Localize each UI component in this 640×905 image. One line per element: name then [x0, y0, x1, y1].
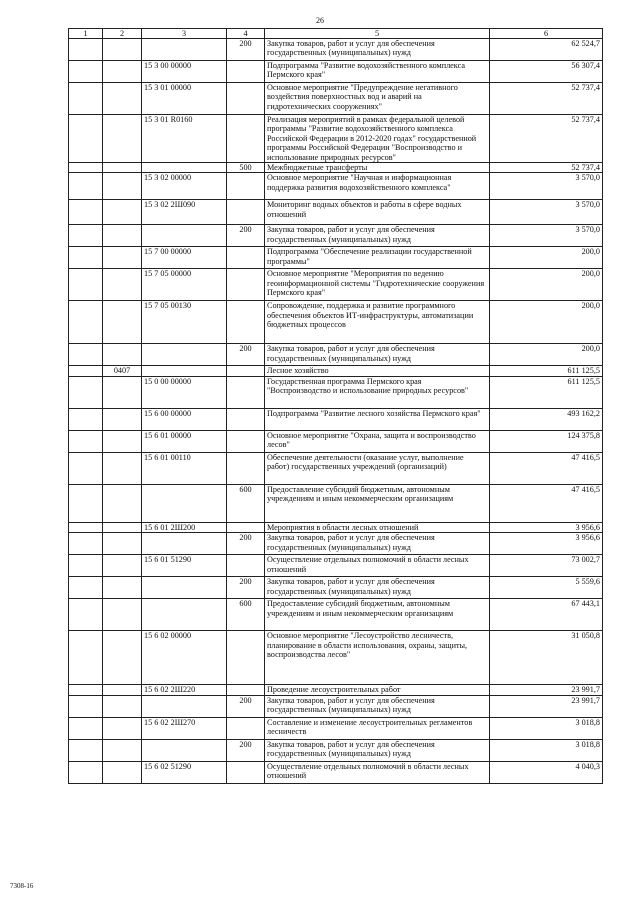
- amount-cell: 31 050,8: [490, 631, 603, 685]
- name-cell: Закупка товаров, работ и услуг для обеспечения государственных (муниципальных) нужд: [265, 695, 490, 717]
- prz-cell: [103, 452, 142, 484]
- table-row: [69, 247, 603, 269]
- vr-cell: [227, 61, 265, 83]
- header-col-2: 2: [103, 29, 142, 39]
- table-row: [69, 555, 603, 577]
- table-row: [69, 61, 603, 83]
- name-cell: Подпрограмма "Развитие водохозяйственного комплекса Пермского края": [265, 61, 490, 83]
- vr-cell: [227, 200, 265, 225]
- table-row: [69, 631, 603, 685]
- amount-cell: 5 559,6: [490, 577, 603, 599]
- vr-cell: [227, 761, 265, 783]
- vr-cell: [227, 452, 265, 484]
- amount-cell: 47 416,5: [490, 452, 603, 484]
- rz-cell: [69, 577, 103, 599]
- name-cell: Закупка товаров, работ и услуг для обеспечения государственных (муниципальных) нужд: [265, 344, 490, 366]
- rz-cell: [69, 452, 103, 484]
- rz-cell: [69, 200, 103, 225]
- name-cell: Основное мероприятие "Лесоустройство лесничеств, планирование в области использования, охраны, защиты, воспроизводства лесов": [265, 631, 490, 685]
- vr-cell: [227, 269, 265, 301]
- name-cell: Основное мероприятие "Охрана, защита и воспроизводство лесов": [265, 430, 490, 452]
- form-code: 7308-16: [10, 882, 34, 890]
- name-cell: Межбюджетные трансферты: [265, 163, 490, 173]
- prz-cell: 0407: [103, 366, 142, 376]
- vr-cell: 200: [227, 225, 265, 247]
- prz-cell: [103, 376, 142, 408]
- amount-cell: 611 125,5: [490, 376, 603, 408]
- amount-cell: 56 307,4: [490, 61, 603, 83]
- amount-cell: 62 524,7: [490, 39, 603, 61]
- name-cell: Осуществление отдельных полномочий в области лесных отношений: [265, 761, 490, 783]
- rz-cell: [69, 376, 103, 408]
- table-row: [69, 599, 603, 631]
- table-row: [69, 200, 603, 225]
- csr-cell: [142, 695, 227, 717]
- table-row: [69, 225, 603, 247]
- name-cell: Закупка товаров, работ и услуг для обеспечения государственных (муниципальных) нужд: [265, 533, 490, 555]
- rz-cell: [69, 685, 103, 695]
- amount-cell: 52 737,4: [490, 163, 603, 173]
- prz-cell: [103, 739, 142, 761]
- vr-cell: [227, 685, 265, 695]
- name-cell: Мониторинг водных объектов и работы в сфере водных отношений: [265, 200, 490, 225]
- csr-cell: 15 3 00 00000: [142, 61, 227, 83]
- table-row: [69, 173, 603, 200]
- vr-cell: 200: [227, 39, 265, 61]
- table-header-row: [69, 29, 603, 39]
- amount-cell: 3 956,6: [490, 522, 603, 532]
- amount-cell: 73 002,7: [490, 555, 603, 577]
- header-col-4: 4: [227, 29, 265, 39]
- name-cell: Закупка товаров, работ и услуг для обеспечения государственных (муниципальных) нужд: [265, 39, 490, 61]
- table-row: [69, 577, 603, 599]
- csr-cell: [142, 39, 227, 61]
- prz-cell: [103, 115, 142, 163]
- name-cell: Государственная программа Пермского края "Воспроизводство и использование природных ресурсов": [265, 376, 490, 408]
- rz-cell: [69, 344, 103, 366]
- table-row: [69, 761, 603, 783]
- csr-cell: 15 6 01 2Ш200: [142, 522, 227, 532]
- csr-cell: 15 7 00 00000: [142, 247, 227, 269]
- name-cell: Сопровождение, поддержка и развитие программного обеспечения объектов ИТ-инфраструктуры, автоматизации бюджетных процессов: [265, 301, 490, 344]
- page-number: 26: [316, 16, 324, 25]
- name-cell: Составление и изменение лесоустроительных регламентов лесничеств: [265, 717, 490, 739]
- vr-cell: 200: [227, 533, 265, 555]
- prz-cell: [103, 761, 142, 783]
- table-row: [69, 685, 603, 695]
- csr-cell: 15 7 05 00000: [142, 269, 227, 301]
- rz-cell: [69, 173, 103, 200]
- rz-cell: [69, 717, 103, 739]
- prz-cell: [103, 685, 142, 695]
- vr-cell: [227, 115, 265, 163]
- rz-cell: [69, 61, 103, 83]
- rz-cell: [69, 695, 103, 717]
- amount-cell: 124 375,8: [490, 430, 603, 452]
- vr-cell: [227, 173, 265, 200]
- vr-cell: [227, 301, 265, 344]
- table-row: [69, 163, 603, 173]
- amount-cell: 200,0: [490, 247, 603, 269]
- name-cell: Закупка товаров, работ и услуг для обеспечения государственных (муниципальных) нужд: [265, 225, 490, 247]
- amount-cell: 3 570,0: [490, 173, 603, 200]
- prz-cell: [103, 695, 142, 717]
- csr-cell: [142, 533, 227, 555]
- name-cell: Предоставление субсидий бюджетным, автономным учреждениям и иным некоммерческим организациям: [265, 484, 490, 522]
- vr-cell: [227, 430, 265, 452]
- vr-cell: [227, 717, 265, 739]
- table-row: [69, 344, 603, 366]
- name-cell: Лесное хозяйство: [265, 366, 490, 376]
- rz-cell: [69, 484, 103, 522]
- vr-cell: [227, 376, 265, 408]
- name-cell: Основное мероприятие "Научная и информационная поддержка развития водохозяйственного комплекса": [265, 173, 490, 200]
- prz-cell: [103, 173, 142, 200]
- prz-cell: [103, 269, 142, 301]
- vr-cell: 500: [227, 163, 265, 173]
- csr-cell: 15 6 02 51290: [142, 761, 227, 783]
- name-cell: Основное мероприятие "Предупреждение негативного воздействия поверхностных вод и аварий на гидротехнических сооружениях": [265, 83, 490, 115]
- csr-cell: [142, 599, 227, 631]
- vr-cell: [227, 631, 265, 685]
- table-row: [69, 39, 603, 61]
- amount-cell: 3 018,8: [490, 739, 603, 761]
- prz-cell: [103, 484, 142, 522]
- budget-table: [68, 28, 603, 784]
- vr-cell: 200: [227, 344, 265, 366]
- rz-cell: [69, 247, 103, 269]
- rz-cell: [69, 761, 103, 783]
- amount-cell: 23 991,7: [490, 685, 603, 695]
- csr-cell: 15 3 02 00000: [142, 173, 227, 200]
- amount-cell: 23 991,7: [490, 695, 603, 717]
- amount-cell: 200,0: [490, 269, 603, 301]
- amount-cell: 52 737,4: [490, 83, 603, 115]
- csr-cell: 15 6 01 51290: [142, 555, 227, 577]
- amount-cell: 3 570,0: [490, 200, 603, 225]
- rz-cell: [69, 631, 103, 685]
- amount-cell: 52 737,4: [490, 115, 603, 163]
- rz-cell: [69, 599, 103, 631]
- vr-cell: [227, 408, 265, 430]
- prz-cell: [103, 631, 142, 685]
- rz-cell: [69, 555, 103, 577]
- name-cell: Закупка товаров, работ и услуг для обеспечения государственных (муниципальных) нужд: [265, 739, 490, 761]
- table-row: [69, 484, 603, 522]
- csr-cell: [142, 225, 227, 247]
- table-row: [69, 301, 603, 344]
- csr-cell: 15 3 01 R0160: [142, 115, 227, 163]
- csr-cell: 15 6 01 00110: [142, 452, 227, 484]
- rz-cell: [69, 269, 103, 301]
- table-row: [69, 533, 603, 555]
- prz-cell: [103, 200, 142, 225]
- name-cell: Подпрограмма "Обеспечение реализации государственной программы": [265, 247, 490, 269]
- csr-cell: 15 7 05 00130: [142, 301, 227, 344]
- prz-cell: [103, 577, 142, 599]
- header-col-5: 5: [265, 29, 490, 39]
- prz-cell: [103, 247, 142, 269]
- table-row: [69, 695, 603, 717]
- prz-cell: [103, 163, 142, 173]
- name-cell: Осуществление отдельных полномочий в области лесных отношений: [265, 555, 490, 577]
- table-row: [69, 522, 603, 532]
- table-row: [69, 408, 603, 430]
- amount-cell: 3 570,0: [490, 225, 603, 247]
- csr-cell: 15 6 00 00000: [142, 408, 227, 430]
- prz-cell: [103, 555, 142, 577]
- vr-cell: 200: [227, 739, 265, 761]
- header-col-6: 6: [490, 29, 603, 39]
- name-cell: Закупка товаров, работ и услуг для обеспечения государственных (муниципальных) нужд: [265, 577, 490, 599]
- table-row: [69, 717, 603, 739]
- prz-cell: [103, 39, 142, 61]
- csr-cell: [142, 484, 227, 522]
- csr-cell: [142, 366, 227, 376]
- amount-cell: 3 018,8: [490, 717, 603, 739]
- table-row: [69, 739, 603, 761]
- name-cell: Мероприятия в области лесных отношений: [265, 522, 490, 532]
- csr-cell: 15 6 02 2Ш270: [142, 717, 227, 739]
- table-row: [69, 366, 603, 376]
- vr-cell: [227, 247, 265, 269]
- vr-cell: [227, 366, 265, 376]
- rz-cell: [69, 83, 103, 115]
- amount-cell: 4 040,3: [490, 761, 603, 783]
- csr-cell: 15 3 01 00000: [142, 83, 227, 115]
- csr-cell: 15 6 01 00000: [142, 430, 227, 452]
- prz-cell: [103, 717, 142, 739]
- rz-cell: [69, 739, 103, 761]
- table-row: [69, 452, 603, 484]
- table-row: [69, 376, 603, 408]
- rz-cell: [69, 301, 103, 344]
- prz-cell: [103, 408, 142, 430]
- name-cell: Подпрограмма "Развитие лесного хозяйства Пермского края": [265, 408, 490, 430]
- vr-cell: 600: [227, 484, 265, 522]
- csr-cell: 15 6 02 2Ш220: [142, 685, 227, 695]
- amount-cell: 493 162,2: [490, 408, 603, 430]
- table-row: [69, 83, 603, 115]
- csr-cell: [142, 577, 227, 599]
- prz-cell: [103, 61, 142, 83]
- vr-cell: 200: [227, 695, 265, 717]
- header-col-3: 3: [142, 29, 227, 39]
- csr-cell: [142, 344, 227, 366]
- rz-cell: [69, 430, 103, 452]
- csr-cell: [142, 163, 227, 173]
- name-cell: Предоставление субсидий бюджетным, автономным учреждениям и иным некоммерческим организациям: [265, 599, 490, 631]
- prz-cell: [103, 522, 142, 532]
- rz-cell: [69, 533, 103, 555]
- prz-cell: [103, 599, 142, 631]
- rz-cell: [69, 39, 103, 61]
- prz-cell: [103, 344, 142, 366]
- amount-cell: 47 416,5: [490, 484, 603, 522]
- prz-cell: [103, 301, 142, 344]
- table-row: [69, 115, 603, 163]
- rz-cell: [69, 366, 103, 376]
- prz-cell: [103, 83, 142, 115]
- rz-cell: [69, 408, 103, 430]
- csr-cell: [142, 739, 227, 761]
- name-cell: Реализация мероприятий в рамках федеральной целевой программы "Развитие водохозяйственного комплекса Российской Федерации в 2012-2020 годах" государственной программы Российской Федерации "Воспроизводство и использование природных ресурсов": [265, 115, 490, 163]
- header-col-1: 1: [69, 29, 103, 39]
- amount-cell: 200,0: [490, 344, 603, 366]
- rz-cell: [69, 163, 103, 173]
- name-cell: Основное мероприятие "Мероприятия по ведению геоинформационной системы "Гидротехнические сооружения Пермского края": [265, 269, 490, 301]
- prz-cell: [103, 533, 142, 555]
- vr-cell: [227, 83, 265, 115]
- vr-cell: [227, 522, 265, 532]
- prz-cell: [103, 430, 142, 452]
- amount-cell: 200,0: [490, 301, 603, 344]
- rz-cell: [69, 115, 103, 163]
- csr-cell: 15 6 02 00000: [142, 631, 227, 685]
- name-cell: Проведение лесоустроительных работ: [265, 685, 490, 695]
- table-row: [69, 430, 603, 452]
- amount-cell: 611 125,5: [490, 366, 603, 376]
- vr-cell: 600: [227, 599, 265, 631]
- prz-cell: [103, 225, 142, 247]
- rz-cell: [69, 522, 103, 532]
- csr-cell: 15 0 00 00000: [142, 376, 227, 408]
- name-cell: Обеспечение деятельности (оказание услуг, выполнение работ) государственных учреждений (организаций): [265, 452, 490, 484]
- vr-cell: [227, 555, 265, 577]
- csr-cell: 15 3 02 2Ш090: [142, 200, 227, 225]
- amount-cell: 3 956,6: [490, 533, 603, 555]
- vr-cell: 200: [227, 577, 265, 599]
- table-row: [69, 269, 603, 301]
- rz-cell: [69, 225, 103, 247]
- amount-cell: 67 443,1: [490, 599, 603, 631]
